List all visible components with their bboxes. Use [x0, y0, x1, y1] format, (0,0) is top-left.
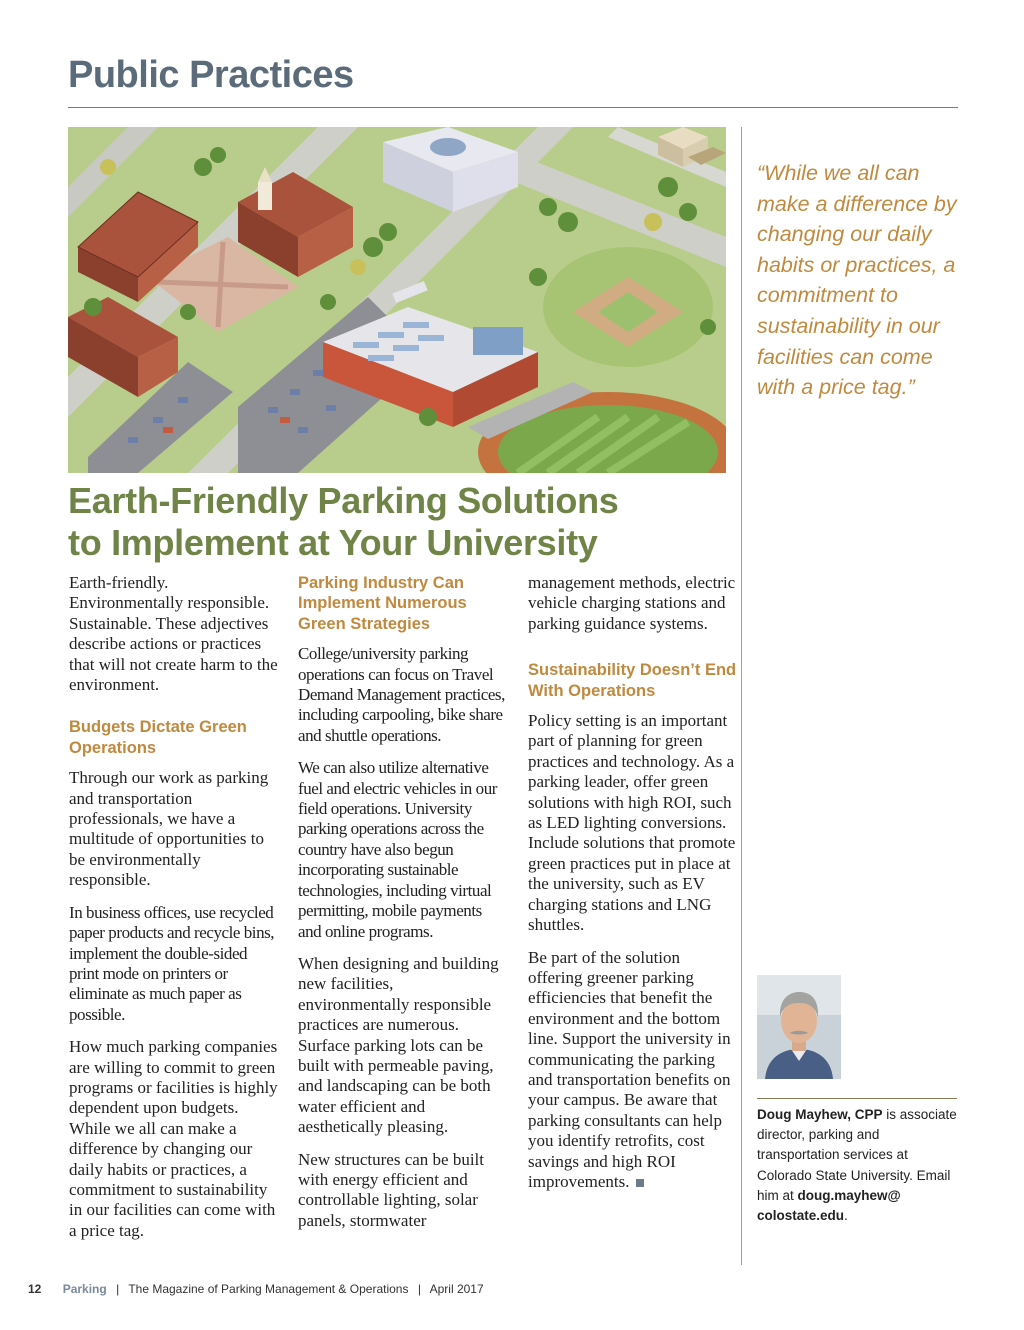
author-bio-text: is associate director, parking and transportation services at Colorado State University. Email him at [757, 1107, 957, 1203]
campus-aerial-illustration [68, 127, 726, 473]
paragraph: management methods, electric vehicle charging stations and parking guidance systems. [528, 573, 736, 633]
section-title: Public Practices [68, 54, 354, 96]
author-bio-rule [757, 1098, 957, 1099]
magazine-tagline: The Magazine of Parking Management & Operations [128, 1282, 409, 1296]
author-email: doug.mayhew@ colostate.edu [757, 1187, 901, 1224]
paragraph: Policy setting is an important part of planning for green practices and technology. As a parking leader, offer green solutions with high ROI, such as LED lighting conversions. Include solutions that promote green practices put in place at the university, such as EV charging stations and LNG shuttles. [528, 711, 736, 935]
paragraph: When designing and building new facilities, environmentally responsible practices are numerous. Surface parking lots can be built with permeable paving, and landscaping can be both water efficient and aesthetically pleasing. [298, 953, 499, 1137]
author-name: Doug Mayhew, CPP [757, 1107, 883, 1122]
subhead: Sustainability Doesn’t End With Operations [528, 661, 737, 700]
article-headline [68, 480, 728, 564]
end-of-article-mark [636, 1179, 644, 1187]
paragraph-text: Be part of the solution offering greener parking efficiencies that benefit the environment and the bottom line. Support the university in communicating the parking and transportation benefits on your campus. Be aware that parking consultants can help you identify retrofits, cost savings and high ROI improvements. [528, 947, 731, 1191]
pull-quote-rule [741, 127, 742, 1265]
footer-separator: | [417, 1282, 421, 1296]
pull-quote: “While we all can make a difference by changing our daily habits or practices, a commitment to sustainability in our facilities can come with a price tag.” [757, 161, 957, 400]
page-footer [28, 1282, 484, 1296]
body-column-1 [69, 573, 279, 1253]
author-bio-end: . [844, 1208, 848, 1224]
paragraph: Earth-friendly. Environmentally responsible. Sustainable. These adjectives describe actions or practices that will not create harm to the environment. [69, 573, 278, 695]
body-column-3 [528, 573, 738, 1204]
headline-line-2: to Implement at Your University [68, 522, 598, 563]
author-photo [757, 975, 841, 1079]
issue-date: April 2017 [429, 1282, 484, 1296]
paragraph: How much parking companies are willing to commit to green programs or facilities is highly dependent upon budgets. While we all can make a difference by changing our daily habits or practices, a commitment to sustainability in our facilities can come with a price tag. [69, 1037, 278, 1240]
magazine-name: Parking [62, 1282, 107, 1296]
paragraph: New structures can be built with energy efficient and controllable lighting, solar panels, stormwater [298, 1149, 484, 1230]
subhead: Parking Industry Can Implement Numerous Green Strategies [298, 574, 467, 633]
paragraph: Through our work as parking and transportation professionals, we have a multitude of opportunities to be environmentally responsible. [69, 768, 269, 890]
page-number: 12 [28, 1282, 42, 1296]
paragraph: We can also utilize alternative fuel and electric vehicles in our field operations. University parking operations across the country have also begun incorporating sustainable technologies, including virtual permitting, mobile payments and online programs. [298, 758, 497, 941]
footer-separator: | [116, 1282, 120, 1296]
paragraph [528, 948, 738, 1193]
headline-line-1: Earth-Friendly Parking Solutions [68, 480, 619, 521]
author-bio [757, 1105, 957, 1226]
subhead: Budgets Dictate Green Operations [69, 718, 247, 757]
paragraph: College/university parking operations can focus on Travel Demand Management practices, including carpooling, bike share and shuttle operations. [298, 644, 505, 745]
body-column-2 [298, 573, 508, 1243]
header-divider [68, 107, 958, 108]
paragraph: In business offices, use recycled paper products and recycle bins, implement the double-sided print mode on printers or eliminate as much paper as possible. [69, 902, 275, 1024]
